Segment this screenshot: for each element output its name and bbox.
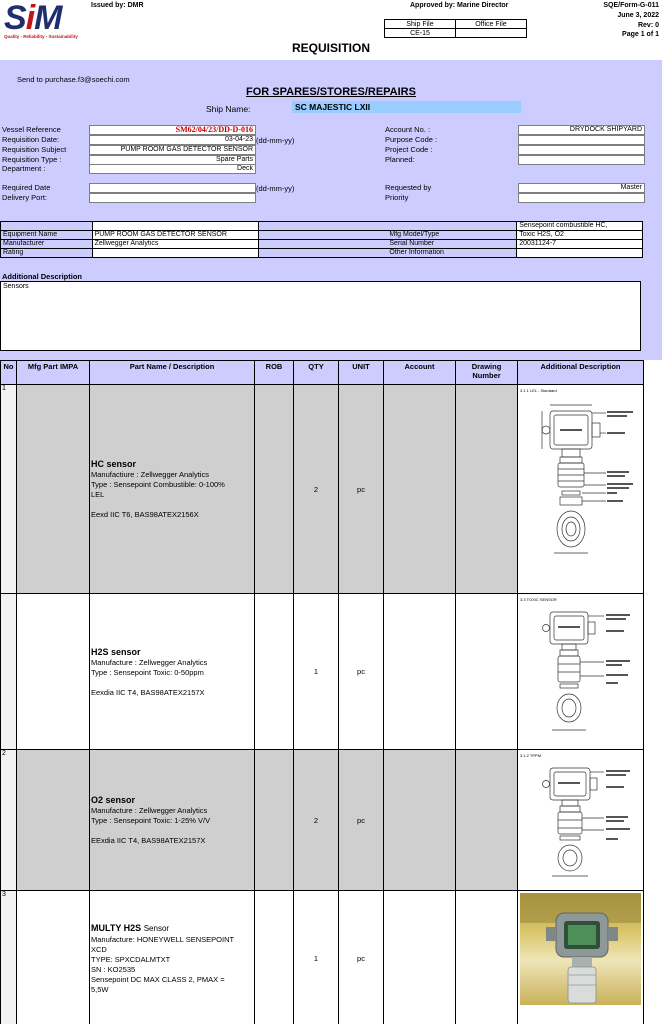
table-row	[1, 385, 644, 594]
model-label: Mfg Model/Type	[387, 231, 516, 240]
qty-cell[interactable]: 2	[294, 750, 339, 891]
sensor-drawing	[518, 750, 644, 891]
table-header	[1, 361, 644, 385]
part-line: Sensepoint DC MAX CLASS 2, PMAX =	[91, 975, 225, 984]
vessel-reference-field[interactable]: SM62/04/23/DD-D-016	[89, 125, 256, 135]
file-boxes	[384, 19, 527, 38]
equipment-name-label: Equipment Name	[1, 231, 93, 240]
part-description-cell[interactable]	[90, 750, 255, 891]
col-additional-description: Additional Description	[518, 361, 644, 385]
department-field[interactable]: Deck	[89, 164, 256, 174]
part-title-suffix: Sensor	[143, 924, 170, 933]
planned-label: Planned:	[385, 155, 415, 164]
rating-label: Rating	[1, 249, 93, 258]
required-date-field[interactable]	[89, 183, 256, 193]
form-heading: FOR SPARES/STORES/REPAIRS	[246, 86, 416, 98]
part-line: Type : Sensepoint Toxic: 0-50ppm	[91, 667, 204, 677]
delivery-port-label: Delivery Port:	[2, 193, 48, 202]
requisition-type-label: Requisition Type :	[2, 155, 62, 164]
part-description-cell[interactable]	[90, 594, 255, 750]
part-title	[91, 922, 253, 935]
part-line: Manufactiure : Zellwegger Analytics	[91, 470, 209, 479]
o2-sensor-drawing-icon	[520, 758, 640, 886]
priority-label: Priority	[385, 193, 409, 202]
drawing-number-cell[interactable]	[456, 750, 518, 891]
other-info-field[interactable]	[517, 249, 643, 258]
unit-cell[interactable]: pc	[339, 750, 384, 891]
ship-file-label: Ship File	[385, 20, 456, 29]
sensor-drawing	[518, 594, 644, 750]
table-row	[1, 750, 644, 891]
form-number: SQE/Form-G-011	[603, 2, 659, 9]
unit-cell[interactable]: pc	[339, 891, 384, 1024]
row-number	[1, 594, 17, 750]
account-cell[interactable]	[384, 750, 456, 891]
send-to-email: Send to purchase.f3@soechi.com	[17, 75, 130, 84]
unit-cell[interactable]: pc	[339, 385, 384, 594]
requisition-type-field[interactable]: Spare Parts	[89, 155, 256, 165]
part-line: SN : KO2535	[91, 965, 136, 974]
hc-sensor-drawing-icon	[520, 393, 640, 588]
part-description-cell[interactable]	[90, 891, 255, 1024]
col-part-name: Part Name / Description	[90, 361, 255, 385]
drawing-number-cell[interactable]	[456, 385, 518, 594]
qty-cell[interactable]: 2	[294, 385, 339, 594]
part-title: H2S sensor	[91, 646, 141, 657]
requisition-date-field[interactable]: 03-04-23	[89, 135, 256, 145]
part-line: Eexdia IIC T4, BAS98ATEX2157X	[91, 687, 205, 697]
vessel-reference-label: Vessel Reference	[2, 125, 61, 134]
office-file-value[interactable]	[456, 29, 527, 38]
qty-cell[interactable]: 1	[294, 594, 339, 750]
table-row	[1, 891, 644, 1024]
issued-by: Issued by: DMR	[91, 2, 144, 9]
logo-text: SiM	[4, 0, 62, 37]
part-line: LEL	[91, 490, 105, 499]
drawing-number-cell[interactable]	[456, 594, 518, 750]
row-number: 3	[1, 891, 17, 1024]
part-line: TYPE: SPXCDALMTXT	[91, 955, 171, 964]
logo-tagline: Quality - Reliability - Sustainability	[4, 34, 78, 39]
sensor-photo	[518, 891, 644, 1024]
row-number: 2	[1, 750, 17, 891]
part-line	[91, 500, 253, 510]
serial-field[interactable]: 20031124-7	[517, 240, 643, 249]
part-line	[91, 826, 253, 836]
part-line: XCD	[91, 945, 107, 954]
col-drawing-number: Drawing Number	[456, 361, 518, 385]
purpose-code-label: Purpose Code :	[385, 135, 438, 144]
model-line1[interactable]: Sensepoint combustible HC,	[517, 222, 643, 231]
manufacturer-label: Manufacturer	[1, 240, 93, 249]
additional-description-label: Additional Description	[2, 272, 83, 281]
form-revision: Rev: 0	[637, 22, 659, 29]
other-info-label: Other Information	[387, 249, 516, 258]
mfg-part-cell[interactable]	[17, 891, 90, 1024]
requisition-subject-field[interactable]: PUMP ROOM GAS DETECTOR SENSOR	[89, 145, 256, 155]
sketch-title: 3.1.2 TPPM	[520, 752, 542, 758]
multi-sensor-photo-icon	[520, 893, 641, 1005]
required-date-label: Required Date	[2, 183, 51, 192]
rob-cell[interactable]	[255, 594, 294, 750]
page-number: Page 1 of 1	[622, 31, 659, 38]
part-title: O2 sensor	[91, 795, 136, 805]
mfg-part-cell[interactable]	[17, 594, 90, 750]
qty-cell[interactable]: 1	[294, 891, 339, 1024]
part-title-text: MULTY H2S	[91, 923, 142, 933]
part-line: Manufacture: HONEYWELL SENSEPOINT	[91, 935, 235, 944]
part-line: 5,5W	[91, 985, 109, 994]
part-line: Manufacture : Zellwegger Analytics	[91, 806, 208, 815]
part-description-cell[interactable]	[90, 385, 255, 594]
model-line2[interactable]: Toxic H2S, O2	[517, 231, 643, 240]
project-code-label: Project Code :	[385, 145, 433, 154]
serial-label: Serial Number	[387, 240, 516, 249]
col-no: No	[1, 361, 17, 385]
table-row	[1, 594, 644, 750]
ship-name-label: Ship Name:	[206, 104, 251, 114]
account-cell[interactable]	[384, 385, 456, 594]
sensor-drawing	[518, 385, 644, 594]
row-number: 1	[1, 385, 17, 594]
col-qty: QTY	[294, 361, 339, 385]
col-rob: ROB	[255, 361, 294, 385]
form-date: June 3, 2022	[617, 12, 659, 19]
department-label: Department :	[2, 164, 46, 173]
office-file-label: Office File	[456, 20, 527, 29]
requested-by-label: Requested by	[385, 183, 432, 192]
part-line: Manufacture : Zellwegger Analytics	[91, 657, 208, 667]
col-mfg-part: Mfg Part IMPA	[17, 361, 90, 385]
rob-cell[interactable]	[255, 385, 294, 594]
requisition-date-format: (dd-mm-yy)	[256, 136, 295, 145]
part-line: Type : Sensepoint Toxic: 1-25% V/V	[91, 816, 211, 825]
requisition-subject-label: Requisition Subject	[2, 145, 67, 154]
project-code-field[interactable]	[518, 145, 645, 155]
ship-name-field[interactable]: SC MAJESTIC LXII	[292, 101, 521, 113]
delivery-port-field[interactable]	[89, 193, 256, 203]
part-line: EExdia IIC T4, BAS98ATEX2157X	[91, 836, 206, 845]
part-line	[91, 678, 253, 688]
rob-cell[interactable]	[255, 891, 294, 1024]
equipment-name-field[interactable]: PUMP ROOM GAS DETECTOR SENSOR	[92, 231, 258, 240]
col-unit: UNIT	[339, 361, 384, 385]
approved-by: Approved by: Marine Director	[410, 2, 509, 9]
account-cell[interactable]	[384, 594, 456, 750]
manufacturer-field[interactable]: Zellwegger Analytics	[92, 240, 258, 249]
part-line: Eexd IIC T6, BAS98ATEX2156X	[91, 510, 199, 519]
sketch-title: 3.3 TOXIC SENSOR	[520, 597, 557, 602]
account-no-field[interactable]: DRYDOCK SHIPYARD	[518, 125, 645, 135]
items-table	[0, 360, 644, 1024]
purpose-code-field[interactable]	[518, 135, 645, 145]
unit-cell[interactable]: pc	[339, 594, 384, 750]
part-line: Type : Sensepoint Combustible: 0-100%	[91, 480, 225, 489]
equipment-table	[0, 221, 643, 258]
ship-file-value[interactable]: CE-15	[385, 29, 456, 38]
drawing-number-cell[interactable]	[456, 891, 518, 1024]
col-account: Account	[384, 361, 456, 385]
rating-field[interactable]	[92, 249, 258, 258]
rob-cell[interactable]	[255, 750, 294, 891]
planned-field[interactable]	[518, 155, 645, 165]
sketch-title: 3.1.1 LEL - Standard	[520, 388, 557, 393]
priority-field[interactable]	[518, 193, 645, 203]
required-date-format: (dd-mm-yy)	[256, 184, 295, 193]
requested-by-field[interactable]: Master	[518, 183, 645, 193]
account-no-label: Account No. :	[385, 125, 431, 134]
additional-description-field[interactable]: Sensors	[0, 281, 641, 351]
account-cell[interactable]	[384, 891, 456, 1024]
mfg-part-cell[interactable]	[17, 750, 90, 891]
company-logo	[4, 0, 78, 39]
page-title: REQUISITION	[291, 41, 370, 55]
requisition-date-label: Requisition Date:	[2, 135, 60, 144]
h2s-sensor-drawing-icon	[520, 602, 640, 744]
part-title: HC sensor	[91, 459, 137, 469]
mfg-part-cell[interactable]	[17, 385, 90, 594]
